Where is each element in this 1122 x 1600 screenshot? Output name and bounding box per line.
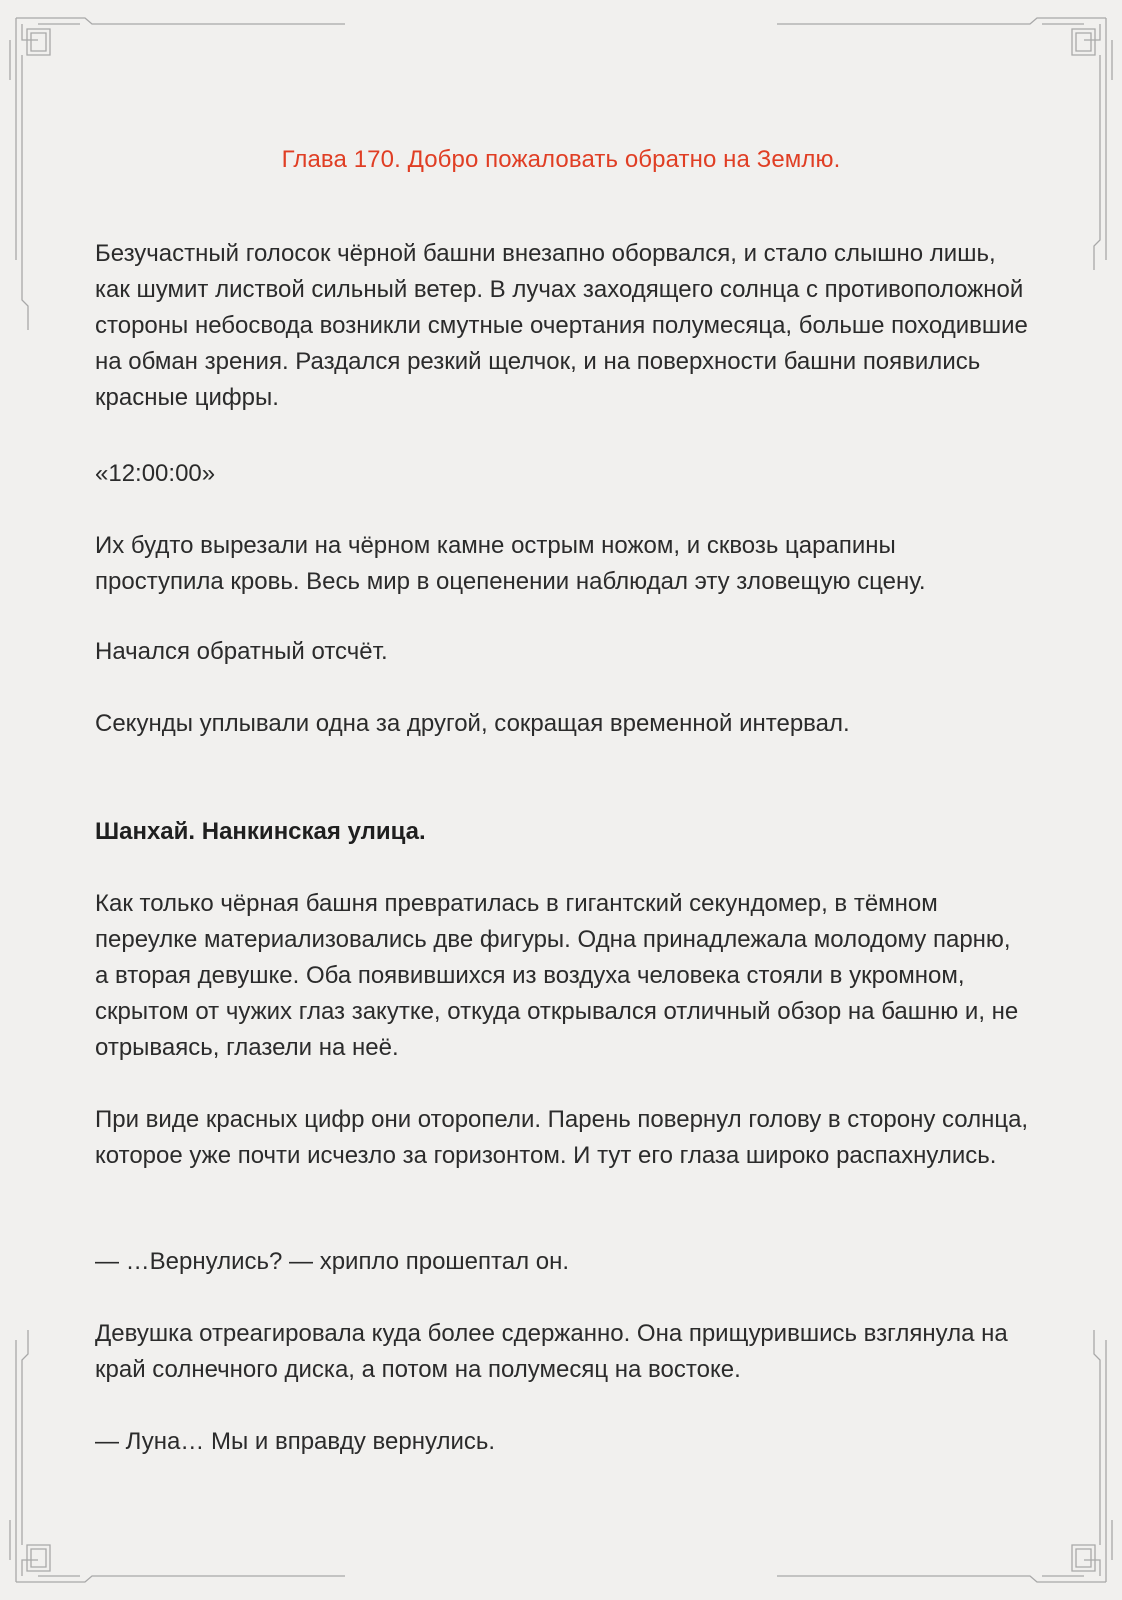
paragraph-10: — Луна… Мы и вправду вернулись.: [95, 1428, 496, 1455]
paragraph-7: При виде красных цифр они оторопели. Парень повернул голову в сторону солнца, которое уже почти исчезло за горизонтом. И тут его глаза широко распахнулись.: [95, 1106, 1029, 1169]
paragraph-4: Начался обратный отсчёт.: [95, 638, 388, 665]
paragraph-9: Девушка отреагировала куда более сдержанно. Она прищурившись взглянула на край солнечного диска, а потом на полумесяц на востоке.: [95, 1320, 1008, 1383]
paragraph-2: «12:00:00»: [95, 460, 216, 487]
paragraph-6: Как только чёрная башня превратилась в гигантский секундомер, в тёмном переулке материализовались две фигуры. Одна принадлежала молодому парню, а вторая девушке. Оба появившихся из воздуха человека стояли в укромном, скрытом от чужих глаз закутке, откуда открывался отличный обзор на башню и, не отрываясь, глазели на неё.: [95, 890, 1019, 1061]
section-heading: Шанхай. Нанкинская улица.: [95, 818, 426, 845]
chapter-title: Глава 170. Добро пожаловать обратно на Землю.: [281, 146, 841, 173]
paragraph-3: Их будто вырезали на чёрном камне острым ножом, и сквозь царапины проступила кровь. Весь мир в оцепенении наблюдал эту зловещую сцену.: [95, 532, 926, 595]
corner-ornament-top-right: [777, 18, 1112, 270]
paragraph-8: — …Вернулись? — хрипло прошептал он.: [95, 1248, 570, 1275]
paragraph-1: Безучастный голосок чёрной башни внезапно оборвался, и стало слышно лишь, как шумит листвой сильный ветер. В лучах заходящего солнца с противоположной стороны небосвода возникли смутные очертания полумесяца, больше походившие на обман зрения. Раздался резкий щелчок, и на поверхности башни появились красные цифры.: [95, 240, 1028, 411]
paragraph-5: Секунды уплывали одна за другой, сокращая временной интервал.: [95, 710, 850, 737]
